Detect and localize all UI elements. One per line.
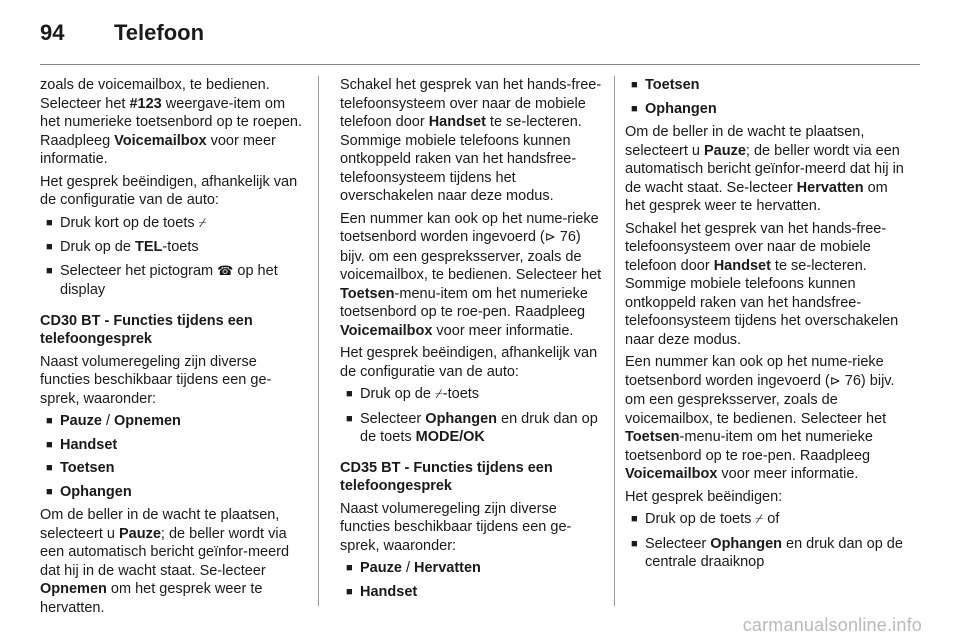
phone-hangup-icon: ☎ bbox=[217, 263, 234, 279]
bullet-icon: ■ bbox=[46, 485, 53, 498]
page-title: Telefoon bbox=[114, 20, 205, 45]
bullet-icon: ■ bbox=[46, 264, 53, 277]
bullet-icon: ■ bbox=[46, 241, 53, 253]
list-item: ■ Pauze / Hervatten bbox=[346, 560, 481, 576]
bullet-icon: ■ bbox=[346, 585, 353, 598]
list-item: ■ Selecteer Ophangen en druk dan op de centrale draaiknop bbox=[631, 535, 903, 570]
list-item: ■ Selecteer Ophangen en druk dan op de toets MODE/OK bbox=[346, 410, 598, 445]
column-1 bbox=[40, 76, 305, 621]
paragraph: Het gesprek beëindigen, afhankelijk van de configuratie van de auto: bbox=[40, 173, 298, 208]
header-rule bbox=[40, 64, 920, 65]
list-item: ■ Selecteer het pictogram ☎ op het display bbox=[46, 262, 278, 298]
bullet-icon: ■ bbox=[346, 412, 353, 425]
paragraph: Naast volumeregeling zijn diverse functies beschikbaar tijdens een ge-sprek, waaronder: bbox=[40, 353, 272, 407]
paragraph: Om de beller in de wacht te plaatsen, selecteert u Pauze; de beller wordt via een automatisch bericht geïnfor-meerd dat hij in de wacht staat. Se-lecteer Opnemen om het gesprek weer te hervatten. bbox=[40, 507, 290, 616]
bullet-icon: ■ bbox=[46, 216, 53, 229]
phone-hangup-icon: ⌿ bbox=[434, 387, 443, 402]
bullet-icon: ■ bbox=[46, 438, 53, 451]
paragraph: Het gesprek beëindigen: bbox=[625, 488, 783, 505]
bullet-icon: ■ bbox=[346, 388, 353, 400]
column-2 bbox=[340, 76, 605, 606]
column-3 bbox=[625, 76, 905, 577]
list-item: ■ Ophangen bbox=[631, 100, 717, 117]
list-item: ■ Druk kort op de toets ⌿ bbox=[46, 214, 305, 234]
bullet-icon: ■ bbox=[46, 462, 53, 474]
bullet-icon: ■ bbox=[631, 102, 638, 115]
paragraph: zoals de voicemailbox, te bedienen. Selecteer het #123 weergave-item om het numerieke toetsenbord op te roepen. Raadpleeg Voicemailbox voor meer informatie. bbox=[40, 77, 302, 167]
list-item: ■ Handset bbox=[346, 583, 418, 600]
watermark: carmanualsonline.info bbox=[742, 615, 922, 635]
list-item: ■ Druk op de toets ⌿ of bbox=[631, 510, 905, 530]
list-item: ■ Ophangen bbox=[46, 483, 132, 500]
paragraph: Om de beller in de wacht te plaatsen, selecteert u Pauze; de beller wordt via een automatisch bericht geïnfor-meerd dat hij in de wacht staat. Se-lecteer Hervatten om het gesprek weer te hervatten. bbox=[625, 124, 904, 214]
column-divider bbox=[614, 76, 615, 606]
page-ref-icon: ⊳ bbox=[829, 373, 845, 389]
page-ref-icon: ⊳ bbox=[544, 230, 560, 245]
paragraph: Een nummer kan ook op het nume-rieke toetsenbord worden ingevoerd (⊳ 76) bijv. om een gespreksserver, zoals de voicemailbox, te bedienen. Selecteer het Toetsen-menu-item om het numerieke toetsenbord op te roe-pen. Raadpleeg Voicemailbox voor meer informatie. bbox=[340, 210, 602, 339]
list-item: ■ Pauze / Opnemen bbox=[46, 413, 181, 429]
bullet-icon: ■ bbox=[631, 537, 638, 550]
list-item: ■ Toetsen bbox=[46, 460, 115, 476]
section-heading: CD30 BT - Functies tijdens een telefoongesprek bbox=[40, 312, 253, 347]
phone-hangup-icon: ⌿ bbox=[198, 215, 207, 231]
paragraph: Een nummer kan ook op het nume-rieke toetsenbord worden ingevoerd (⊳ 76) bijv. om een gespreksserver, zoals de voicemailbox, te bedienen. Selecteer het Toetsen-menu-item om het numerieke toetsenbord op te roe-pen. Raadpleeg Voicemailbox voor meer informatie. bbox=[625, 354, 895, 482]
list-item: ■ Handset bbox=[46, 436, 118, 453]
page-number: 94 bbox=[40, 20, 65, 45]
column-divider bbox=[318, 76, 319, 606]
list-item: ■ Druk op de TEL-toets bbox=[46, 239, 199, 255]
list-item: ■ Druk op de ⌿-toets bbox=[346, 385, 605, 405]
section-heading: CD35 BT - Functies tijdens een telefoongesprek bbox=[340, 459, 553, 494]
bullet-icon: ■ bbox=[346, 562, 353, 574]
bullet-icon: ■ bbox=[46, 415, 53, 427]
paragraph: Schakel het gesprek van het hands-free-telefoonsysteem over naar de mobiele telefoon door Handset te se-lecteren. Sommige mobiele telefoons kunnen ontkoppeld raken van het handsfree-telefoonsysteem tijdens het overschakelen naar deze modus. bbox=[340, 77, 602, 204]
list-item: ■ Toetsen bbox=[631, 77, 700, 93]
paragraph: Naast volumeregeling zijn diverse functies beschikbaar tijdens een ge-sprek, waaronder: bbox=[340, 500, 572, 554]
paragraph: Het gesprek beëindigen, afhankelijk van de configuratie van de auto: bbox=[340, 345, 598, 380]
bullet-icon: ■ bbox=[631, 79, 638, 91]
paragraph: Schakel het gesprek van het hands-free-telefoonsysteem over naar de mobiele telefoon door Handset te se-lecteren. Sommige mobiele telefoons kunnen ontkoppeld raken van het handsfree-telefoonsysteem tijdens het overschakelen naar deze modus. bbox=[625, 220, 899, 348]
bullet-icon: ■ bbox=[631, 513, 638, 525]
phone-hangup-icon: ⌿ bbox=[755, 512, 764, 527]
page-header bbox=[40, 20, 204, 48]
